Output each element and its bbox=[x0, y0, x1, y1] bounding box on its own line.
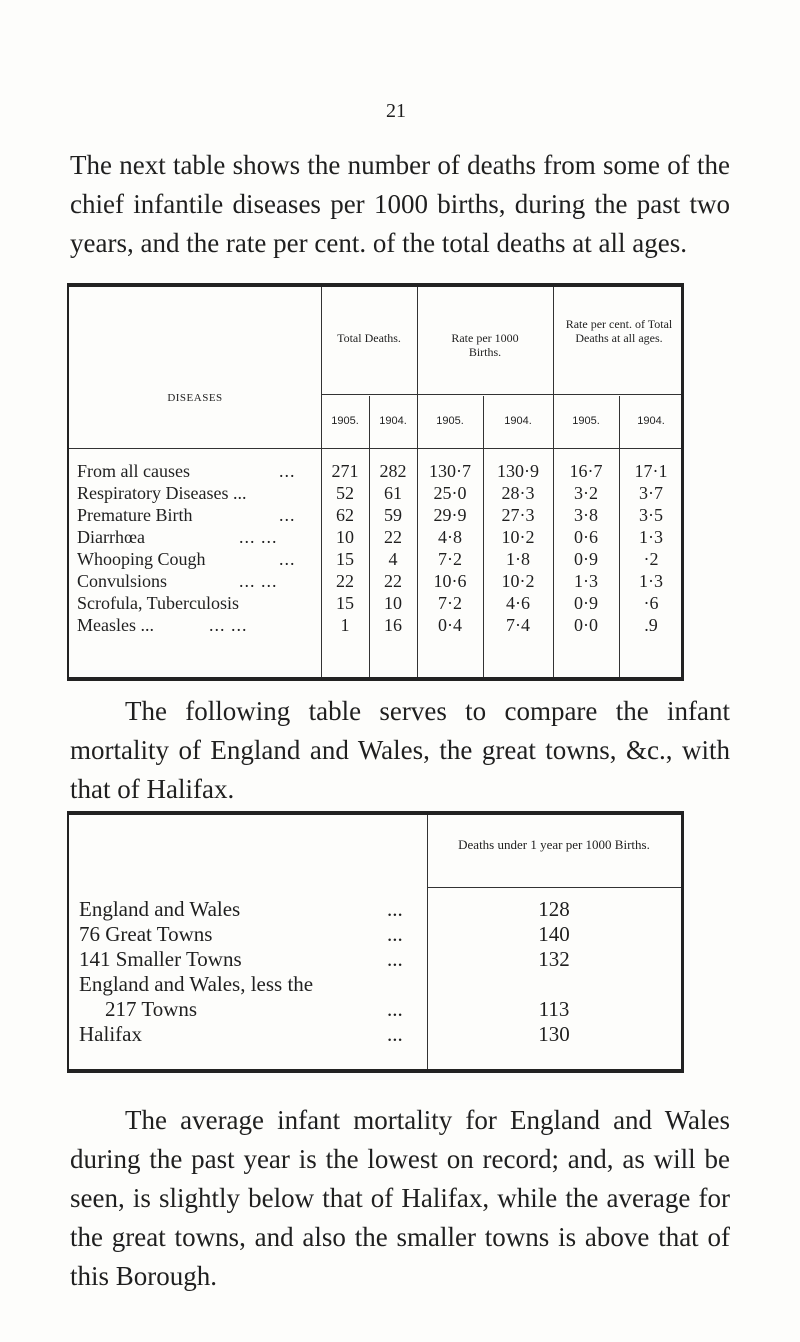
cell-rate-1905: 130·7 bbox=[429, 461, 471, 481]
cell-percent-1905: 3·8 bbox=[574, 505, 598, 525]
disease-name: Convulsions bbox=[77, 571, 168, 591]
leader-dots: ... bbox=[279, 549, 296, 569]
second-paragraph: The following table serves to compare the infant mortality of England and Wales, the great towns, &c., with that of Halifax. bbox=[70, 696, 730, 804]
cell-rate-1904: 27·3 bbox=[501, 505, 535, 525]
leader-dots: ... bbox=[387, 922, 403, 946]
cell-deaths-1904: 282 bbox=[379, 461, 407, 481]
infant-mortality-comparison-table bbox=[67, 811, 684, 1073]
year-header: 1905. bbox=[572, 415, 600, 427]
year-header: 1904. bbox=[504, 415, 532, 427]
cell-deaths-1905: 22 bbox=[336, 571, 354, 591]
disease-name: Premature Birth bbox=[77, 505, 193, 525]
header-rate-per-1000: Rate per 1000 Births. bbox=[451, 331, 519, 359]
area-name: England and Wales bbox=[79, 897, 241, 921]
cell-rate-1905: 25·0 bbox=[433, 483, 467, 503]
disease-name: Whooping Cough bbox=[77, 549, 206, 569]
cell-percent-1904: 1·3 bbox=[639, 571, 663, 591]
table-row bbox=[69, 593, 681, 615]
cell-rate-1904: 10·2 bbox=[501, 571, 535, 591]
cell-deaths-1904: 16 bbox=[384, 615, 402, 635]
area-name: 217 Towns bbox=[105, 997, 198, 1021]
page-number: 21 bbox=[386, 100, 406, 122]
cell-rate-1904: 1·8 bbox=[506, 549, 530, 569]
cell-percent-1905: 0·0 bbox=[574, 615, 598, 635]
table-row bbox=[69, 897, 681, 922]
cell-deaths-1904: 22 bbox=[384, 527, 402, 547]
deaths-value: 132 bbox=[538, 947, 570, 971]
cell-rate-1905: 0·4 bbox=[438, 615, 462, 635]
table-row bbox=[69, 615, 681, 637]
cell-deaths-1905: 62 bbox=[336, 505, 354, 525]
cell-rate-1905: 7·2 bbox=[438, 593, 462, 613]
cell-rate-1904: 130·9 bbox=[497, 461, 539, 481]
cell-percent-1905: 3·2 bbox=[574, 483, 598, 503]
leader-dots: ... bbox=[387, 897, 403, 921]
table-row bbox=[69, 947, 681, 972]
cell-rate-1905: 29·9 bbox=[433, 505, 467, 525]
header-total-deaths: Total Deaths. bbox=[337, 331, 401, 345]
cell-deaths-1905: 1 bbox=[340, 615, 350, 635]
cell-percent-1904: 17·1 bbox=[634, 461, 668, 481]
leader-dots: ... ... bbox=[239, 527, 278, 547]
table-row bbox=[69, 505, 681, 527]
cell-rate-1904: 10·2 bbox=[501, 527, 535, 547]
table-row bbox=[69, 997, 681, 1022]
deaths-value: 130 bbox=[538, 1022, 570, 1046]
area-name: England and Wales, less the bbox=[79, 972, 314, 996]
cell-percent-1904: 3·5 bbox=[639, 505, 663, 525]
cell-deaths-1904: 61 bbox=[384, 483, 402, 503]
cell-percent-1905: 0·9 bbox=[574, 549, 598, 569]
infantile-diseases-table bbox=[67, 283, 684, 681]
cell-rate-1905: 7·2 bbox=[438, 549, 462, 569]
cell-percent-1905: 0·9 bbox=[574, 593, 598, 613]
cell-percent-1904: ·2 bbox=[643, 549, 659, 569]
cell-deaths-1904: 4 bbox=[388, 549, 398, 569]
cell-deaths-1905: 271 bbox=[331, 461, 359, 481]
table-row bbox=[69, 922, 681, 947]
cell-percent-1904: 1·3 bbox=[639, 527, 663, 547]
year-header: 1904. bbox=[379, 415, 407, 427]
area-name: Halifax bbox=[79, 1022, 142, 1046]
table2-body bbox=[69, 897, 681, 1047]
deaths-value: 113 bbox=[538, 997, 570, 1021]
area-name: 141 Smaller Towns bbox=[79, 947, 242, 971]
header-divider bbox=[321, 394, 681, 395]
deaths-value: 140 bbox=[538, 922, 570, 946]
leader-dots: ... bbox=[387, 997, 403, 1021]
closing-paragraph: The average infant mortality for England and Wales during the past year is the lowest on record; and, as will be seen, is slightly below that of Halifax, while the average for the great towns, and also the smaller towns is above that of this Borough. bbox=[70, 1105, 730, 1291]
table-row bbox=[69, 549, 681, 571]
year-header: 1905. bbox=[331, 415, 359, 427]
intro-paragraph: The next table shows the number of deaths from some of the chief infantile diseases per 1000 births, during the past two years, and the rate per cent. of the total deaths at all ages. bbox=[70, 150, 730, 258]
table-row bbox=[69, 972, 681, 997]
cell-deaths-1904: 59 bbox=[384, 505, 402, 525]
cell-percent-1905: 1·3 bbox=[574, 571, 598, 591]
disease-name: From all causes bbox=[77, 461, 190, 481]
deaths-value: 128 bbox=[538, 897, 570, 921]
leader-dots: ... bbox=[387, 947, 403, 971]
table-row bbox=[69, 571, 681, 593]
cell-percent-1904: 3·7 bbox=[639, 483, 663, 503]
table-row bbox=[69, 527, 681, 549]
header-divider bbox=[427, 887, 681, 888]
leader-dots: ... ... bbox=[239, 571, 278, 591]
cell-deaths-1905: 15 bbox=[336, 593, 354, 613]
cell-rate-1904: 4·6 bbox=[506, 593, 530, 613]
leader-dots: ... bbox=[387, 1022, 403, 1046]
cell-deaths-1904: 22 bbox=[384, 571, 402, 591]
header-diseases: DISEASES bbox=[167, 392, 223, 404]
cell-deaths-1905: 10 bbox=[336, 527, 354, 547]
header-rate-per-cent: Rate per cent. of Total Deaths at all ages. bbox=[565, 317, 673, 345]
cell-rate-1904: 28·3 bbox=[501, 483, 535, 503]
leader-dots: ... bbox=[279, 505, 296, 525]
cell-percent-1905: 0·6 bbox=[574, 527, 598, 547]
cell-rate-1905: 10·6 bbox=[433, 571, 467, 591]
leader-dots: ... ... bbox=[209, 615, 248, 635]
year-header: 1904. bbox=[637, 415, 665, 427]
cell-percent-1904: ·6 bbox=[643, 593, 659, 613]
cell-deaths-1905: 52 bbox=[336, 483, 354, 503]
cell-deaths-1905: 15 bbox=[336, 549, 354, 569]
table-row bbox=[69, 1022, 681, 1047]
disease-name: Respiratory Diseases ... bbox=[77, 483, 247, 503]
cell-rate-1905: 4·8 bbox=[438, 527, 462, 547]
disease-name: Diarrhœa bbox=[77, 527, 145, 547]
disease-name: Scrofula, Tuberculosis bbox=[77, 593, 239, 613]
year-header: 1905. bbox=[436, 415, 464, 427]
table-row bbox=[69, 461, 681, 483]
disease-name: Measles ... bbox=[77, 615, 154, 635]
table-row bbox=[69, 483, 681, 505]
header-body-divider bbox=[69, 448, 681, 449]
header-deaths-under-1-year: Deaths under 1 year per 1000 Births. bbox=[458, 837, 650, 852]
cell-rate-1904: 7·4 bbox=[506, 615, 530, 635]
cell-percent-1905: 16·7 bbox=[569, 461, 603, 481]
cell-percent-1904: .9 bbox=[644, 615, 658, 635]
area-name: 76 Great Towns bbox=[79, 922, 213, 946]
table1-body bbox=[69, 461, 681, 637]
leader-dots: ... bbox=[279, 461, 296, 481]
cell-deaths-1904: 10 bbox=[384, 593, 402, 613]
